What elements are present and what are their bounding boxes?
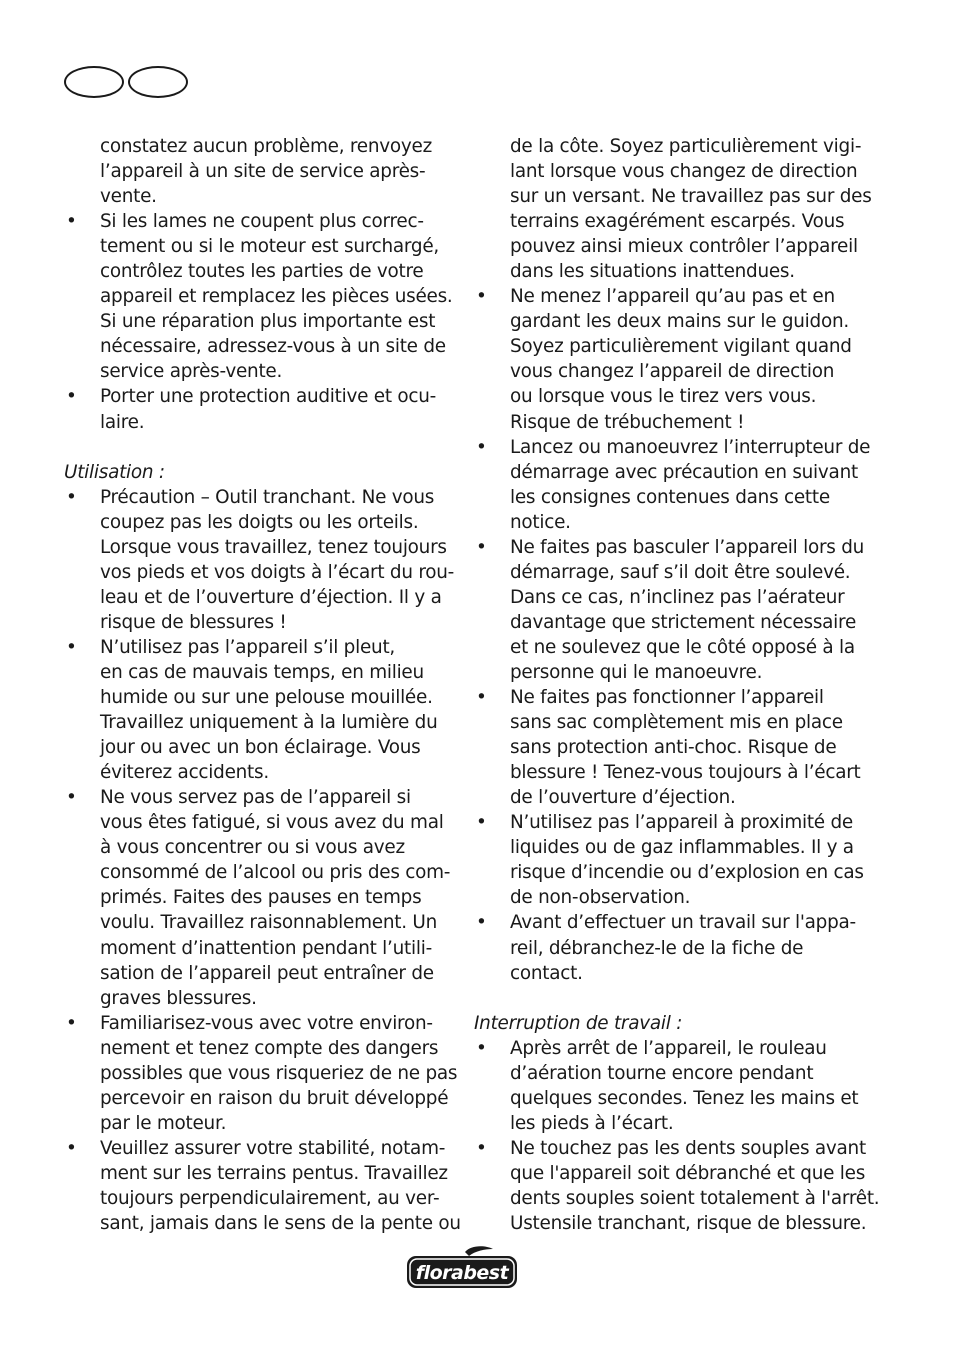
list-item: [474, 1036, 864, 1136]
right-intro-paragraph: [474, 134, 872, 284]
list-item: [474, 535, 864, 685]
text-line: sans protection anti-choc. Risque de: [510, 737, 837, 759]
leaf-icon: [465, 1246, 493, 1256]
list-item: [64, 384, 450, 434]
text-line: blessure ! Tenez-vous toujours à l’écart: [510, 762, 861, 784]
text-line: les consignes contenues dans cette: [510, 486, 830, 508]
text-line: Ne faites pas fonctionner l’appareil: [510, 687, 824, 709]
text-line: nécessaire, adressez-vous à un site de: [100, 336, 446, 358]
text-line: contrôlez toutes les parties de votre: [100, 261, 424, 283]
text-line: sur un versant. Ne travaillez pas sur des: [510, 186, 872, 208]
language-oval-left: [64, 66, 124, 98]
text-line: reil, débranchez-le de la fiche de: [510, 937, 804, 959]
text-line: possibles que vous risqueriez de ne pas: [100, 1062, 458, 1084]
text-line: de non-observation.: [510, 887, 691, 909]
text-line: gardant les deux mains sur le guidon.: [510, 311, 849, 333]
text-line: Après arrêt de l’appareil, le rouleau: [510, 1037, 827, 1059]
bullet-icon: •: [66, 787, 77, 809]
text-line: Ne touchez pas les dents souples avant: [510, 1137, 866, 1159]
text-line: sant, jamais dans le sens de la pente ou: [100, 1213, 461, 1235]
bullet-icon: •: [476, 912, 487, 934]
florabest-logo-graphic: [405, 1246, 519, 1290]
text-line: risque de blessures !: [100, 611, 287, 633]
text-line: appareil et remplacez les pièces usées.: [100, 286, 453, 308]
text-line: nement et tenez compte des dangers: [100, 1037, 439, 1059]
list-item: [64, 635, 450, 785]
text-line: l’appareil à un site de service après-: [100, 161, 426, 183]
text-line: laire.: [100, 411, 145, 433]
bullet-icon: •: [66, 1137, 77, 1159]
text-line: pouvez ainsi mieux contrôler l’appareil: [510, 236, 858, 258]
text-line: lant lorsque vous changez de direction: [510, 161, 858, 183]
text-line: moment d’inattention pendant l’utili-: [100, 937, 432, 959]
text-line: Ustensile tranchant, risque de blessure.: [510, 1213, 867, 1235]
text-line: Ne menez l’appareil qu’au pas et en: [510, 286, 835, 308]
text-line: vos pieds et vos doigts à l’écart du rou-: [100, 561, 455, 583]
bullet-icon: •: [476, 1037, 487, 1059]
bullet-icon: •: [66, 1012, 77, 1034]
left-intro-paragraph: [64, 134, 450, 209]
text-line: Lorsque vous travaillez, tenez toujours: [100, 536, 447, 558]
text-line: liquides ou de gaz inflammables. Il y a: [510, 837, 854, 859]
list-item: [474, 910, 864, 985]
bullet-icon: •: [476, 812, 487, 834]
text-line: Risque de trébuchement !: [510, 411, 745, 433]
text-line: Si les lames ne coupent plus correc-: [100, 211, 424, 233]
text-line: constatez aucun problème, renvoyez: [100, 136, 433, 157]
text-line: d’aération tourne encore pendant: [510, 1062, 814, 1084]
text-line: Soyez particulièrement vigilant quand: [510, 336, 852, 358]
text-line: dans les situations inattendues.: [510, 261, 795, 283]
list-item: [64, 485, 455, 635]
section-spacer: [474, 986, 864, 1011]
text-line: vous changez l’appareil de direction: [510, 361, 835, 383]
bullet-icon: •: [476, 687, 487, 709]
bullet-icon: •: [66, 211, 77, 233]
text-line: Familiarisez-vous avec votre environ-: [100, 1012, 433, 1034]
bullet-icon: •: [476, 436, 487, 458]
text-line: N’utilisez pas l’appareil à proximité de: [510, 812, 853, 834]
text-line: quelques secondes. Tenez les mains et: [510, 1087, 859, 1109]
text-line: tement ou si le moteur est surchargé,: [100, 236, 439, 258]
text-line: Travaillez uniquement à la lumière du: [100, 712, 438, 734]
text-line: personne qui le manoeuvre.: [510, 661, 763, 683]
text-line: notice.: [510, 511, 571, 533]
text-line: consommé de l’alcool ou pris des com-: [100, 862, 451, 884]
text-line: de l’ouverture d’éjection.: [510, 787, 736, 809]
text-line: et ne soulevez que le côté opposé à la: [510, 636, 855, 658]
text-line: contact.: [510, 962, 583, 984]
text-line: Porter une protection auditive et ocu-: [100, 386, 437, 408]
bullet-icon: •: [476, 286, 487, 308]
text-line: graves blessures.: [100, 987, 257, 1009]
text-line: éviterez accidents.: [100, 762, 269, 784]
text-line: N’utilisez pas l’appareil s’il pleut,: [100, 636, 395, 658]
text-line: voulu. Travaillez raisonnablement. Un: [100, 912, 438, 934]
text-line: service après-vente.: [100, 361, 283, 383]
list-item: [474, 284, 864, 434]
bullet-icon: •: [66, 486, 77, 508]
text-line: vente.: [100, 186, 157, 208]
text-line: Précaution – Outil tranchant. Ne vous: [100, 486, 435, 508]
text-line: par le moteur.: [100, 1112, 227, 1134]
list-item: [474, 1136, 880, 1236]
text-line: risque d’incendie ou d’explosion en cas: [510, 862, 864, 884]
list-item: [64, 1136, 461, 1236]
list-item: [474, 810, 864, 910]
logo-text: florabest: [415, 1262, 509, 1284]
text-line: sans sac complètement mis en place: [510, 712, 843, 734]
text-line: toujours perpendiculairement, au ver-: [100, 1187, 440, 1209]
left-column: [64, 134, 461, 1236]
florabest-logo: [405, 1246, 519, 1290]
section-heading-interruption: Interruption de travail :: [474, 1012, 683, 1034]
bullet-icon: •: [476, 536, 487, 558]
text-line: Veuillez assurer votre stabilité, notam-: [100, 1137, 446, 1159]
right-bullet-list-b: [474, 1036, 880, 1236]
section-spacer: [64, 435, 450, 460]
language-oval-right: [128, 66, 188, 98]
section-heading-utilisation: Utilisation :: [64, 461, 165, 483]
text-line: Avant d’effectuer un travail sur l'appa-: [510, 912, 856, 934]
text-line: Si une réparation plus importante est: [100, 311, 436, 333]
list-item: [64, 1011, 458, 1136]
text-line: Ne faites pas basculer l’appareil lors du: [510, 536, 865, 558]
text-line: en cas de mauvais temps, en milieu: [100, 661, 424, 683]
right-column: [474, 134, 880, 1236]
right-bullet-list-a: [474, 284, 871, 985]
left-bullet-list-b: [64, 485, 461, 1236]
text-line: dents souples soient totalement à l'arrêt.: [510, 1187, 880, 1209]
text-line: jour ou avec un bon éclairage. Vous: [100, 737, 421, 759]
language-indicator: [64, 66, 188, 100]
list-item: [64, 209, 453, 384]
list-item: [474, 685, 864, 810]
text-line: de la côte. Soyez particulièrement vigi-: [510, 136, 862, 157]
bullet-icon: •: [476, 1137, 487, 1159]
list-item: [474, 435, 871, 535]
text-line: ou lorsque vous le tirez vers vous.: [510, 386, 817, 408]
bullet-icon: •: [66, 636, 77, 658]
text-line: Ne vous servez pas de l’appareil si: [100, 787, 411, 809]
text-line: primés. Faites des pauses en temps: [100, 887, 422, 909]
text-line: Dans ce cas, n’inclinez pas l’aérateur: [510, 586, 845, 608]
text-line: terrains exagérément escarpés. Vous: [510, 211, 845, 233]
text-line: percevoir en raison du bruit développé: [100, 1087, 449, 1109]
text-line: démarrage, sauf s’il doit être soulevé.: [510, 561, 851, 583]
text-line: les pieds à l’écart.: [510, 1112, 674, 1134]
text-line: Lancez ou manoeuvrez l’interrupteur de: [510, 436, 871, 458]
bullet-icon: •: [66, 386, 77, 408]
text-line: à vous concentrer ou si vous avez: [100, 837, 405, 859]
text-line: humide ou sur une pelouse mouillée.: [100, 687, 433, 709]
text-line: leau et de l’ouverture d’éjection. Il y a: [100, 586, 442, 608]
text-line: démarrage avec précaution en suivant: [510, 461, 858, 483]
list-item: [64, 785, 450, 1010]
text-line: que l'appareil soit débranché et que les: [510, 1162, 866, 1184]
text-line: ment sur les terrains pentus. Travaillez: [100, 1162, 448, 1184]
text-line: vous êtes fatigué, si vous avez du mal: [100, 812, 444, 834]
text-line: sation de l’appareil peut entraîner de: [100, 962, 434, 984]
left-bullet-list-a: [64, 209, 453, 434]
text-line: davantage que strictement nécessaire: [510, 611, 857, 633]
text-line: coupez pas les doigts ou les orteils.: [100, 511, 419, 533]
